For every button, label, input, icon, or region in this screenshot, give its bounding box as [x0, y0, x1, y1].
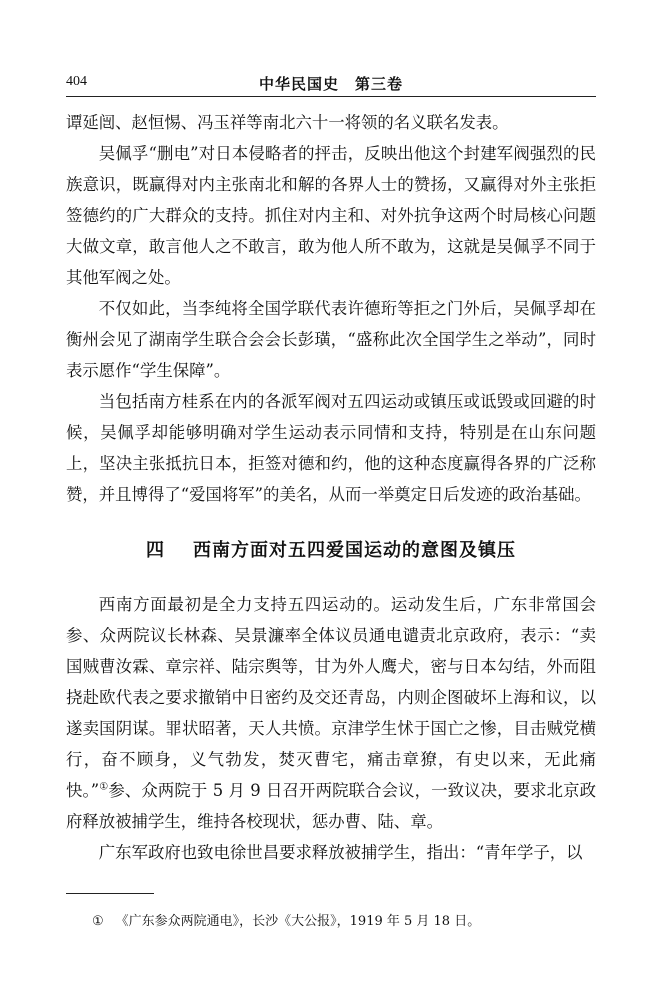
- footnote-marker: ①: [92, 914, 104, 929]
- running-head: [66, 68, 596, 98]
- footnote-reference[interactable]: ①: [99, 781, 109, 793]
- paragraph: 不仅如此，当李纯将全国学联代表许德珩等拒之门外后，吴佩孚却在衡州会见了湖南学生联合会会长彭璜，“盛称此次全国学生之举动”，同时表示愿作“学生保障”。: [66, 299, 596, 380]
- paragraph: [66, 589, 596, 837]
- book-title: 中华民国史 第三卷: [258, 75, 403, 93]
- header-rule: [66, 96, 596, 97]
- footnote: [92, 912, 480, 932]
- footnote-rule: [66, 893, 154, 894]
- paragraph-text: 西南方面最初是全力支持五四运动的。运动发生后，广东非常国会参、众两院议长林森、吴景濂率全体议员通电谴责北京政府，表示：“卖国贼曹汝霖、章宗祥、陆宗舆等，甘为外人鹰犬，密与日本勾结，外而阻挠赴欧代表之要求撤销中日密约及交还青岛，内则企图破坏上海和议，以遂卖国阴谋。罪状昭著，天人共愤。京津学生怵于国亡之惨，目击贼党横行，奋不顾身，义气勃发，焚灭曹宅，痛击章獠，有史以来，无此痛快。”: [66, 595, 596, 800]
- paragraph: 当包括南方桂系在内的各派军阀对五四运动或镇压或诋毁或回避的时候，吴佩孚却能够明确对学生运动表示同情和支持，特别是在山东问题上，坚决主张抵抗日本，拒签对德和约，他的这种态度赢得各界的广泛称赞，并且博得了“爱国将军”的美名，从而一举奠定日后发迹的政治基础。: [66, 392, 596, 504]
- section-number: 四: [146, 540, 165, 561]
- page-number: 404: [66, 74, 87, 89]
- paragraph: 广东军政府也致电徐世昌要求释放被捕学生，指出：“青年学子，以: [98, 843, 583, 862]
- paragraph: 吴佩孚“删电”对日本侵略者的抨击，反映出他这个封建军阀强烈的民族意识，既赢得对内主张南北和解的各界人士的赞扬，又赢得对外主张拒签德约的广大群众的支持。抓住对内主和、对外抗争这两个时局核心问题大做文章，敢言他人之不敢言，敢为他人所不敢为，这就是吴佩孚不同于其他军阀之处。: [66, 144, 596, 287]
- section-title: 西南方面对五四爱国运动的意图及镇压: [193, 540, 516, 561]
- paragraph-text: 参、众两院于 5 月 9 日召开两院联合会议，一致议决，要求北京政府释放被捕学生，维持各校现状，惩办曹、陆、章。: [66, 781, 596, 831]
- paragraph-continued: 谭延闿、赵恒惕、冯玉祥等南北六十一将领的名义联名发表。: [66, 113, 509, 132]
- section-heading: [66, 536, 596, 566]
- body-text: [66, 107, 596, 868]
- footnote-text: 《广东参众两院通电》，长沙《大公报》，1919 年 5 月 18 日。: [115, 914, 481, 929]
